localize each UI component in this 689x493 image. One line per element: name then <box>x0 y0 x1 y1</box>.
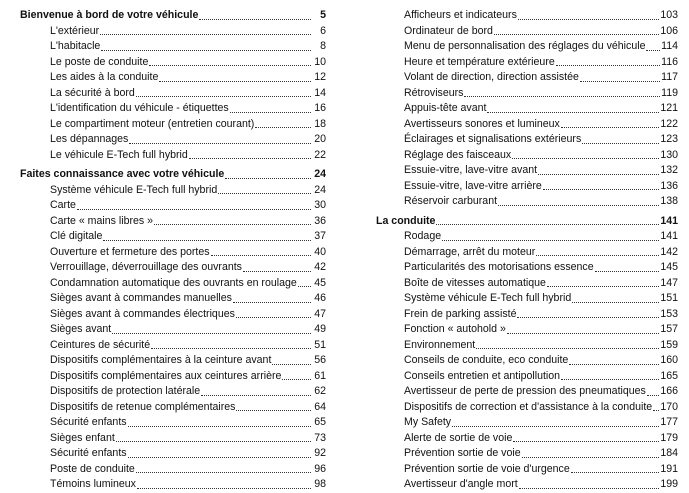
toc-entry-title: Carte « mains libres » <box>50 214 154 227</box>
toc-entry-title: La conduite <box>376 214 436 227</box>
dot-leader <box>199 19 311 20</box>
dot-leader <box>487 112 659 113</box>
toc-entry-page-number: 62 <box>314 385 326 397</box>
toc-entry-title: Sécurité enfants <box>50 447 127 459</box>
toc-entry-page-number: 51 <box>314 338 326 351</box>
toc-entry-page-number: 61 <box>314 369 326 382</box>
toc-entry[interactable] <box>376 400 678 416</box>
dot-leader <box>476 348 659 349</box>
toc-entry[interactable] <box>20 400 326 416</box>
toc-entry[interactable] <box>376 39 678 55</box>
toc-entry-page-number: 16 <box>314 102 326 114</box>
toc-entry-title: Sécurité enfants <box>50 416 127 428</box>
dot-leader <box>211 255 311 256</box>
toc-entry-title: Dispositifs de correction et d'assistance à la conduite <box>404 400 653 413</box>
toc-entry-title: My Safety <box>404 416 452 428</box>
toc-entry-title: Bienvenue à bord de votre véhicule <box>20 9 199 21</box>
dot-leader <box>233 302 311 303</box>
dot-leader <box>494 34 659 35</box>
toc-entry-page-number: 47 <box>314 307 326 320</box>
toc-entry-title: Menu de personnalisation des réglages du véhicule <box>404 40 646 52</box>
toc-entry-page-number: 179 <box>660 431 678 444</box>
toc-entry-title: Poste de conduite <box>50 462 135 475</box>
toc-entry-title: Faites connaissance avec votre véhicule <box>20 168 225 180</box>
toc-entry-title: Avertisseurs sonores et lumineux <box>404 117 560 130</box>
toc-entry-page-number: 159 <box>660 338 678 351</box>
toc-entry-title: Dispositifs complémentaires à la ceinture avant <box>50 354 272 366</box>
toc-entry-page-number: 92 <box>314 447 326 459</box>
toc-entry-page-number: 114 <box>661 40 678 52</box>
toc-entry[interactable] <box>20 117 326 133</box>
dot-leader <box>136 472 311 473</box>
toc-entry-title: Sièges avant à commandes manuelles <box>50 292 232 304</box>
toc-entry-page-number: 151 <box>660 292 678 304</box>
toc-entry-page-number: 20 <box>314 133 326 145</box>
toc-entry-page-number: 153 <box>660 307 678 320</box>
toc-entry-title: Système véhicule E-Tech full hybrid <box>404 292 572 304</box>
toc-entry-page-number: 56 <box>314 354 326 366</box>
toc-entry[interactable] <box>376 462 678 478</box>
toc-entry[interactable] <box>20 322 326 338</box>
toc-entry[interactable] <box>376 194 678 210</box>
toc-entry-title: Le véhicule E-Tech full hybrid <box>50 148 188 161</box>
toc-entry-page-number: 6 <box>320 24 326 37</box>
toc-entry-title: Démarrage, arrêt du moteur <box>404 245 536 258</box>
toc-entry[interactable] <box>20 338 326 354</box>
toc-entry[interactable] <box>376 291 678 307</box>
toc-entry[interactable] <box>376 338 678 354</box>
toc-entry[interactable] <box>376 70 678 86</box>
toc-entry-title: Les dépannages <box>50 133 129 145</box>
toc-entry-title: Ceintures de sécurité <box>50 338 151 351</box>
toc-entry-title: Frein de parking assisté <box>404 307 517 320</box>
toc-entry-page-number: 46 <box>314 292 326 304</box>
toc-section-entry[interactable] <box>20 8 326 24</box>
toc-entry-title: Volant de direction, direction assistée <box>404 71 579 83</box>
toc-entry-page-number: 10 <box>314 55 326 68</box>
toc-entry-title: Avertisseur de perte de pression des pneumatiques <box>404 385 646 397</box>
toc-entry-page-number: 170 <box>660 400 678 413</box>
toc-entry[interactable] <box>376 276 678 292</box>
dot-leader <box>137 488 311 489</box>
dot-leader <box>442 240 659 241</box>
toc-entry-page-number: 117 <box>661 71 678 83</box>
dot-leader <box>653 410 659 411</box>
toc-entry[interactable] <box>376 245 678 261</box>
toc-entry[interactable] <box>20 101 326 117</box>
toc-entry-title: Sièges avant à commandes électriques <box>50 307 235 320</box>
dot-leader <box>507 333 659 334</box>
toc-entry-title: Essuie-vitre, lave-vitre arrière <box>404 179 542 192</box>
toc-entry-page-number: 73 <box>314 431 326 444</box>
toc-entry[interactable] <box>376 179 678 195</box>
dot-leader <box>100 34 311 35</box>
toc-entry[interactable] <box>20 214 326 230</box>
toc-entry-page-number: 37 <box>314 230 326 242</box>
toc-entry-page-number: 96 <box>314 462 326 475</box>
toc-entry-title: L'habitacle <box>50 40 101 52</box>
toc-entry-title: Dispositifs de retenue complémentaires <box>50 400 236 413</box>
toc-entry-page-number: 142 <box>660 245 678 258</box>
toc-entry-page-number: 18 <box>314 117 326 130</box>
toc-entry-title: Fonction « autohold » <box>404 323 506 335</box>
toc-entry-page-number: 8 <box>320 40 326 52</box>
toc-entry-title: Dispositifs complémentaires aux ceintures arrière <box>50 369 282 382</box>
dot-leader <box>272 364 311 365</box>
dot-leader <box>116 441 311 442</box>
toc-entry[interactable] <box>376 446 678 462</box>
toc-entry-title: Boîte de vitesses automatique <box>404 276 546 289</box>
toc-entry-title: Appuis-tête avant <box>404 102 487 114</box>
dot-leader <box>128 457 311 458</box>
toc-entry[interactable] <box>376 431 678 447</box>
toc-entry[interactable] <box>376 148 678 164</box>
toc-entry-title: L'identification du véhicule - étiquettes <box>50 102 229 114</box>
toc-entry[interactable] <box>20 353 326 369</box>
toc-entry[interactable] <box>20 462 326 478</box>
dot-leader <box>128 426 311 427</box>
toc-entry-title: Prévention sortie de voie d'urgence <box>404 462 570 475</box>
toc-entry[interactable] <box>20 384 326 400</box>
toc-entry[interactable] <box>20 291 326 307</box>
toc-entry-page-number: 165 <box>660 369 678 382</box>
dot-leader <box>236 317 311 318</box>
toc-entry[interactable] <box>20 229 326 245</box>
dot-leader <box>243 271 311 272</box>
toc-entry[interactable] <box>376 415 678 431</box>
toc-entry-title: Alerte de sortie de voie <box>404 431 513 444</box>
dot-leader <box>595 271 660 272</box>
dot-leader <box>218 193 311 194</box>
toc-entry[interactable] <box>376 132 678 148</box>
toc-entry-page-number: 64 <box>314 400 326 413</box>
toc-entry[interactable] <box>20 198 326 214</box>
dot-leader <box>571 472 660 473</box>
toc-entry[interactable] <box>376 260 678 276</box>
dot-leader <box>101 50 311 51</box>
toc-entry-title: Rodage <box>404 230 442 242</box>
dot-leader <box>255 127 311 128</box>
dot-leader <box>556 65 660 66</box>
toc-entry-page-number: 160 <box>660 354 678 366</box>
toc-section-entry[interactable] <box>20 167 326 183</box>
dot-leader <box>498 205 659 206</box>
toc-entry-title: Dispositifs de protection latérale <box>50 385 201 397</box>
toc-entry[interactable] <box>20 307 326 323</box>
toc-entry[interactable] <box>376 55 678 71</box>
dot-leader <box>561 379 659 380</box>
toc-entry-title: Ordinateur de bord <box>404 24 493 37</box>
dot-leader <box>580 81 660 82</box>
toc-entry-page-number: 141 <box>660 230 678 242</box>
dot-leader <box>225 178 311 179</box>
dot-leader <box>518 19 659 20</box>
toc-entry[interactable] <box>20 415 326 431</box>
toc-entry-page-number: 42 <box>314 261 326 273</box>
toc-entry-title: Verrouillage, déverrouillage des ouvrants <box>50 261 242 273</box>
toc-entry[interactable] <box>20 477 326 493</box>
toc-entry-page-number: 119 <box>661 86 678 99</box>
toc-entry[interactable] <box>376 353 678 369</box>
toc-entry[interactable] <box>376 86 678 102</box>
toc-entry[interactable] <box>20 39 326 55</box>
toc-entry[interactable] <box>20 148 326 164</box>
toc-entry-title: Clé digitale <box>50 230 103 242</box>
toc-entry-title: Environnement <box>404 338 476 351</box>
toc-entry[interactable] <box>376 384 678 400</box>
toc-entry-title: Le poste de conduite <box>50 55 149 68</box>
toc-entry[interactable] <box>376 24 678 40</box>
toc-entry-title: Éclairages et signalisations extérieurs <box>404 133 582 145</box>
toc-entry[interactable] <box>376 477 678 493</box>
toc-column-left <box>20 8 326 493</box>
toc-entry-page-number: 103 <box>660 9 678 21</box>
toc-entry-page-number: 22 <box>314 148 326 161</box>
toc-entry-title: La sécurité à bord <box>50 86 135 99</box>
toc-entry[interactable] <box>20 24 326 40</box>
toc-entry[interactable] <box>20 260 326 276</box>
toc-entry[interactable] <box>376 307 678 323</box>
dot-leader <box>159 81 311 82</box>
dot-leader <box>543 189 660 190</box>
dot-leader <box>129 143 311 144</box>
toc-entry-page-number: 116 <box>661 55 678 68</box>
dot-leader <box>298 286 311 287</box>
toc-entry-page-number: 191 <box>660 462 678 475</box>
toc-entry-page-number: 24 <box>314 183 326 196</box>
toc-entry-title: Sièges enfant <box>50 431 115 444</box>
dot-leader <box>536 255 659 256</box>
toc-entry-page-number: 40 <box>314 245 326 258</box>
toc-entry-title: Ouverture et fermeture des portes <box>50 245 210 258</box>
toc-entry-page-number: 123 <box>660 133 678 145</box>
toc-entry-page-number: 36 <box>314 214 326 227</box>
toc-entry-title: Conseils de conduite, eco conduite <box>404 354 569 366</box>
toc-entry-page-number: 12 <box>314 71 326 83</box>
toc-entry-page-number: 145 <box>660 261 678 273</box>
dot-leader <box>230 112 311 113</box>
toc-entry-title: Réservoir carburant <box>404 195 498 207</box>
dot-leader <box>149 65 311 66</box>
dot-leader <box>112 333 311 334</box>
toc-entry-page-number: 147 <box>660 276 678 289</box>
toc-entry[interactable] <box>20 55 326 71</box>
toc-entry[interactable] <box>376 369 678 385</box>
dot-leader <box>547 286 659 287</box>
dot-leader <box>569 364 659 365</box>
toc-entry-title: Heure et température extérieure <box>404 55 555 68</box>
toc-entry-page-number: 166 <box>660 385 678 397</box>
toc-entry-page-number: 177 <box>660 416 678 428</box>
toc-entry-title: Sièges avant <box>50 323 112 335</box>
dot-leader <box>103 240 311 241</box>
toc-entry-page-number: 141 <box>660 214 678 227</box>
toc-entry-title: Particularités des motorisations essence <box>404 261 594 273</box>
toc-entry-title: Avertisseur d'angle mort <box>404 478 518 490</box>
toc-entry-page-number: 138 <box>660 195 678 207</box>
toc-entry-title: Carte <box>50 199 76 211</box>
dot-leader <box>522 457 660 458</box>
dot-leader <box>517 317 659 318</box>
toc-entry-page-number: 121 <box>660 102 678 114</box>
dot-leader <box>436 224 659 225</box>
toc-entry[interactable] <box>20 276 326 292</box>
toc-entry-title: Témoins lumineux <box>50 478 136 490</box>
toc-entry-title: Rétroviseurs <box>404 86 464 99</box>
toc-entry-page-number: 199 <box>660 478 678 490</box>
toc-entry-page-number: 30 <box>314 199 326 211</box>
toc-entry-title: L'extérieur <box>50 24 100 37</box>
toc-entry[interactable] <box>376 229 678 245</box>
toc-entry-title: Prévention sortie de voie <box>404 447 521 459</box>
dot-leader <box>519 488 660 489</box>
dot-leader <box>513 441 659 442</box>
toc-entry-page-number: 130 <box>660 148 678 161</box>
toc-entry-page-number: 98 <box>314 478 326 490</box>
dot-leader <box>582 143 659 144</box>
toc-entry[interactable] <box>20 369 326 385</box>
toc-entry-page-number: 45 <box>314 276 326 289</box>
dot-leader <box>452 426 659 427</box>
dot-leader <box>236 410 311 411</box>
toc-entry-title: Système véhicule E-Tech full hybrid <box>50 183 218 196</box>
toc-entry[interactable] <box>20 431 326 447</box>
dot-leader <box>189 158 311 159</box>
toc-entry-title: Afficheurs et indicateurs <box>404 9 517 21</box>
toc-entry-page-number: 136 <box>660 179 678 192</box>
toc-entry-page-number: 132 <box>660 164 678 176</box>
toc-entry-page-number: 65 <box>314 416 326 428</box>
dot-leader <box>201 395 311 396</box>
dot-leader <box>136 96 311 97</box>
toc-entry-page-number: 184 <box>660 447 678 459</box>
dot-leader <box>512 158 659 159</box>
toc-entry[interactable] <box>20 132 326 148</box>
toc-entry[interactable] <box>20 245 326 261</box>
toc-column-right <box>376 8 678 493</box>
toc-section-entry[interactable] <box>376 214 678 230</box>
dot-leader <box>151 348 311 349</box>
toc-entry-title: Conseils entretien et antipollution <box>404 369 561 382</box>
toc-entry-title: Condamnation automatique des ouvrants en roulage <box>50 276 297 289</box>
toc-entry-page-number: 24 <box>314 168 326 180</box>
toc-entry-title: Les aides à la conduite <box>50 71 159 83</box>
dot-leader <box>561 127 659 128</box>
toc-entry-page-number: 14 <box>314 86 326 99</box>
toc-entry[interactable] <box>376 163 678 179</box>
toc-entry[interactable] <box>20 86 326 102</box>
toc-entry[interactable] <box>376 8 678 24</box>
toc-entry[interactable] <box>20 446 326 462</box>
dot-leader <box>538 174 659 175</box>
dot-leader <box>647 395 659 396</box>
toc-entry-page-number: 157 <box>660 323 678 335</box>
toc-entry[interactable] <box>376 101 678 117</box>
toc-entry[interactable] <box>376 117 678 133</box>
toc-entry-page-number: 49 <box>314 323 326 335</box>
dot-leader <box>77 209 311 210</box>
toc-entry-title: Le compartiment moteur (entretien courant) <box>50 117 255 130</box>
toc-entry[interactable] <box>376 322 678 338</box>
dot-leader <box>572 302 659 303</box>
toc-entry[interactable] <box>20 70 326 86</box>
dot-leader <box>464 96 660 97</box>
toc-entry-title: Réglage des faisceaux <box>404 148 512 161</box>
toc-entry[interactable] <box>20 183 326 199</box>
dot-leader <box>282 379 311 380</box>
toc-entry-page-number: 106 <box>660 24 678 37</box>
toc-entry-title: Essuie-vitre, lave-vitre avant <box>404 164 538 176</box>
dot-leader <box>646 50 660 51</box>
toc-entry-page-number: 122 <box>660 117 678 130</box>
toc-entry-page-number: 5 <box>320 9 326 21</box>
dot-leader <box>154 224 311 225</box>
